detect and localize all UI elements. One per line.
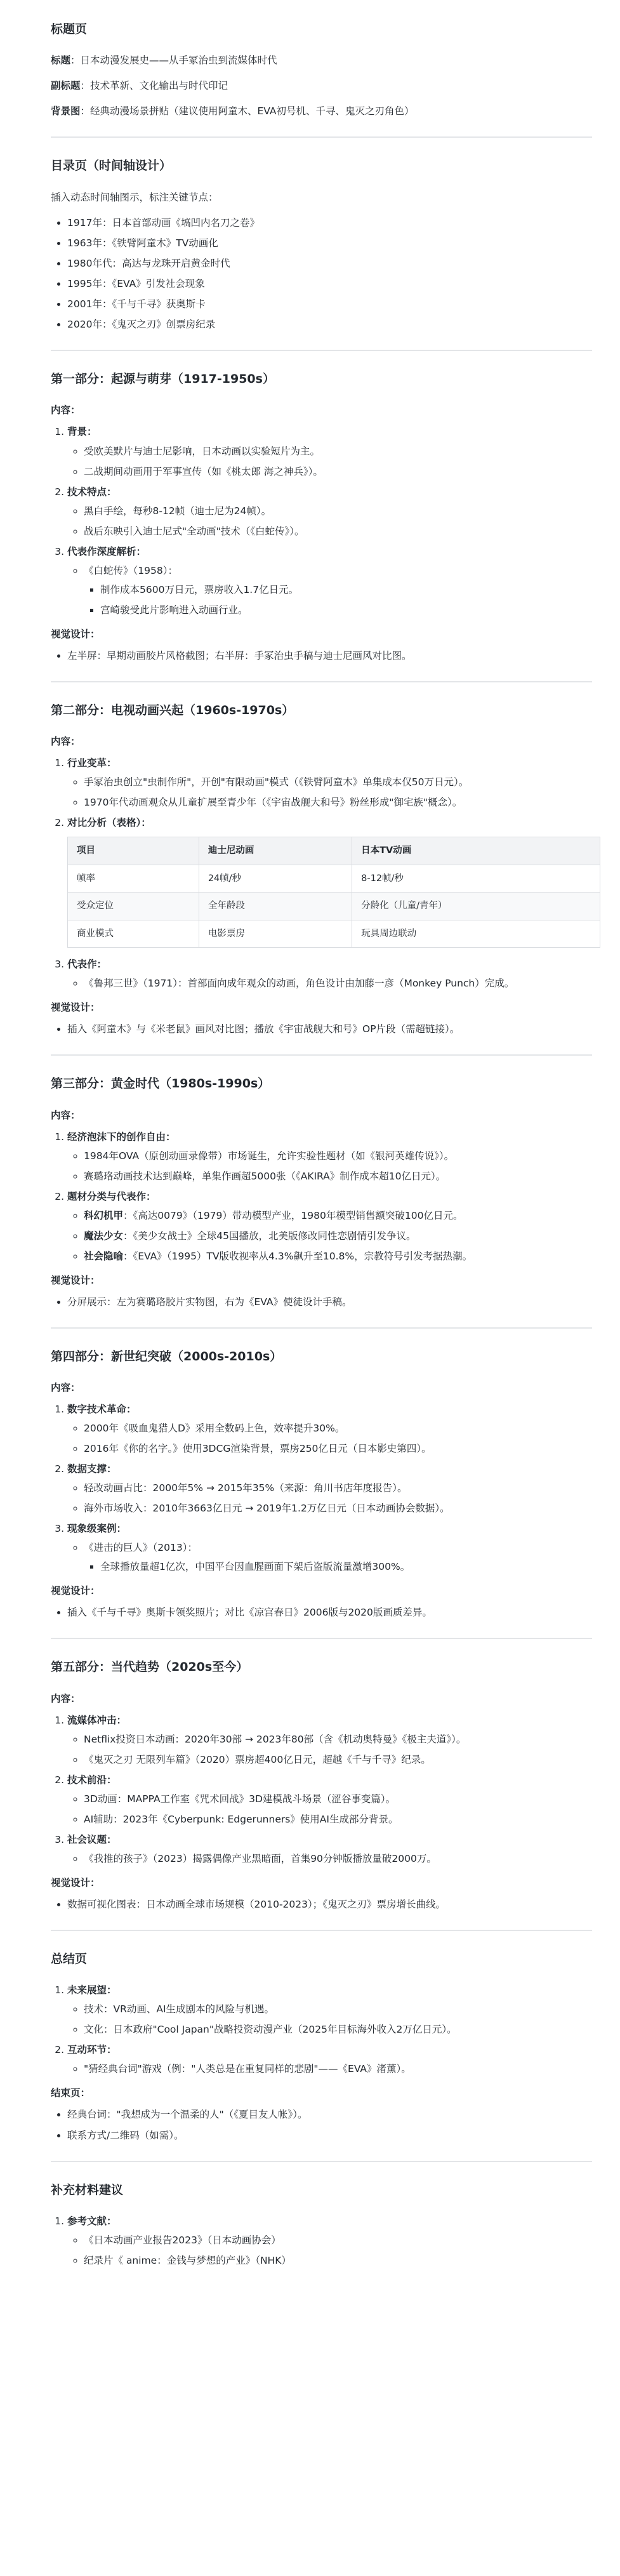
list-item: • 2020年：《鬼灭之刃》创票房纪录 bbox=[67, 317, 592, 332]
list-item: 1. 数字技术革命： ◦ 2000年《吸血鬼猎人D》采用全数码上色，效率提升30%。 ◦ 2016年《你的名字。》使用3DCG渲染背景，票房250亿日元（日本影史第四）。 bbox=[67, 1402, 592, 1456]
list-item: ◦ 受欧美默片与迪士尼影响，日本动画以实验短片为主。 bbox=[84, 444, 592, 459]
part5-list bbox=[51, 1713, 592, 1866]
list-item: ◦ "猜经典台词"游戏（例："人类总是在重复同样的悲剧"——《EVA》渚薰）。 bbox=[84, 2061, 592, 2076]
title-line bbox=[51, 53, 592, 68]
part3-heading: 第三部分：黄金时代（1980s-1990s） bbox=[51, 1077, 270, 1091]
list-item: 1. 未来展望： ◦ 技术：VR动画、AI生成剧本的风险与机遇。 ◦ 文化：日本政府"Cool Japan"战略投资动漫产业（2025年目标海外收入2万亿日元）。 bbox=[67, 1982, 592, 2037]
toc-heading: 目录页（时间轴设计） bbox=[51, 159, 172, 173]
list-item: ◦ 战后东映引入迪士尼式"全动画"技术（《白蛇传》）。 bbox=[84, 524, 592, 539]
list-item: ◦ 《我推的孩子》（2023）揭露偶像产业黑暗面，首集90分钟版播放量破2000万。 bbox=[84, 1851, 592, 1866]
visual-list bbox=[51, 1294, 592, 1310]
list-item: ▪ 宫崎骏受此片影响进入动画行业。 bbox=[100, 602, 592, 618]
list-item: ◦ 《进击的巨人》（2013）： ▪ 全球播放量超1亿次，中国平台因血腥画面下架后盗版流量激增300%。 bbox=[84, 1540, 592, 1574]
title-value: ：日本动漫发展史——从手冢治虫到流媒体时代 bbox=[70, 55, 277, 67]
list-item: ◦ 《日本动画产业报告2023》（日本动画协会） bbox=[84, 2233, 592, 2248]
list-item: ◦ 手冢治虫创立"虫制作所"，开创"有限动画"模式（《铁臂阿童木》单集成本仅50万日元）。 bbox=[84, 774, 592, 790]
part2-list bbox=[51, 755, 592, 991]
references-section bbox=[51, 2181, 592, 2268]
list-item: 2. 对比分析（表格）： 项目 迪士尼动画 日本TV动画 帧率 24帧/秒 8-12帧/秒 受众定位 全年龄段 分龄化（儿童/青年） 商业模式 电影票房 玩具周边联动 bbox=[67, 815, 592, 948]
content-label: 内容： bbox=[51, 404, 81, 416]
title-page-section bbox=[51, 20, 592, 119]
list-item: ◦ 1970年代动画观众从儿童扩展至青少年（《宇宙战舰大和号》粉丝形成"御宅族"概念）。 bbox=[84, 795, 592, 810]
table-cell: 受众定位 bbox=[68, 893, 199, 920]
part2-heading: 第二部分：电视动画兴起（1960s-1970s） bbox=[51, 703, 294, 717]
visual-list bbox=[51, 648, 592, 663]
toc-list bbox=[51, 215, 592, 332]
part5-heading: 第五部分：当代趋势（2020s至今） bbox=[51, 1660, 249, 1675]
list-item: 1. 参考文献： ◦ 《日本动画产业报告2023》（日本动画协会） ◦ 纪录片《 anime：金钱与梦想的产业》（NHK） bbox=[67, 2214, 592, 2268]
list-item: ◦ 《鬼灭之刃 无限列车篇》（2020）票房超400亿日元，超越《千与千寻》纪录。 bbox=[84, 1752, 592, 1767]
list-item: ◦ 《鲁邦三世》（1971）：首部面向成年观众的动画，角色设计由加藤一彦（Monkey Punch）完成。 bbox=[84, 976, 592, 991]
list-item: • 1980年代：高达与龙珠开启黄金时代 bbox=[67, 256, 592, 271]
list-item: 3. 现象级案例： ◦ 《进击的巨人》（2013）： ▪ 全球播放量超1亿次，中国平台因血腥画面下架后盗版流量激增300%。 bbox=[67, 1521, 592, 1574]
list-item: 1. 背景： ◦ 受欧美默片与迪士尼影响，日本动画以实验短片为主。 ◦ 二战期间动画用于军事宣传（如《桃太郎 海之神兵》）。 bbox=[67, 424, 592, 479]
list-item: • 左半屏：早期动画胶片风格截图；右半屏：手冢治虫手稿与迪士尼画风对比图。 bbox=[67, 648, 592, 663]
list-item: • 2001年：《千与千寻》获奥斯卡 bbox=[67, 296, 592, 312]
toc-intro: 插入动态时间轴图示，标注关键节点： bbox=[51, 191, 218, 203]
visual-label: 视觉设计： bbox=[51, 1876, 100, 1889]
references-list bbox=[51, 2214, 592, 2268]
content-label: 内容： bbox=[51, 1692, 81, 1704]
list-item: ◦ 二战期间动画用于军事宣传（如《桃太郎 海之神兵》）。 bbox=[84, 464, 592, 479]
part5-section bbox=[51, 1658, 592, 1912]
list-item: ◦ 3D动画：MAPPA工作室《咒术回战》3D建模战斗场景（涩谷事变篇）。 bbox=[84, 1791, 592, 1807]
list-item: ◦ 1984年OVA（原创动画录像带）市场诞生，允许实验性题材（如《银河英雄传说》）。 bbox=[84, 1148, 592, 1164]
table-cell: 8-12帧/秒 bbox=[352, 865, 600, 892]
divider bbox=[51, 1930, 592, 1931]
table-header: 迪士尼动画 bbox=[199, 837, 352, 865]
table-row bbox=[68, 920, 600, 947]
list-item: ◦ 社会隐喻：《EVA》（1995）TV版收视率从4.3%飙升至10.8%，宗教符号引发考据热潮。 bbox=[84, 1249, 592, 1264]
content-label: 内容： bbox=[51, 1109, 81, 1121]
list-item: • 数据可视化图表：日本动画全球市场规模（2010-2023）；《鬼灭之刃》票房增长曲线。 bbox=[67, 1897, 592, 1912]
visual-label: 视觉设计： bbox=[51, 1585, 100, 1597]
list-item: ◦ 《白蛇传》（1958）： ▪ 制作成本5600万日元，票房收入1.7亿日元。 ▪ 宫崎骏受此片影响进入动画行业。 bbox=[84, 563, 592, 618]
title-label: 标题 bbox=[51, 55, 71, 67]
table-row bbox=[68, 865, 600, 892]
content-label: 内容： bbox=[51, 1382, 81, 1394]
list-item: ◦ 赛璐珞动画技术达到巅峰，单集作画超5000张（《AKIRA》制作成本超10亿日元）。 bbox=[84, 1169, 592, 1184]
list-item: • 1917年：日本首部动画《塙凹内名刀之卷》 bbox=[67, 215, 592, 230]
list-item: 3. 代表作： ◦ 《鲁邦三世》（1971）：首部面向成年观众的动画，角色设计由加藤一彦（Monkey Punch）完成。 bbox=[67, 957, 592, 991]
part4-section bbox=[51, 1348, 592, 1621]
list-item: ◦ 2000年《吸血鬼猎人D》采用全数码上色，效率提升30%。 bbox=[84, 1421, 592, 1436]
table-header: 项目 bbox=[68, 837, 199, 865]
list-item: 2. 互动环节： ◦ "猜经典台词"游戏（例："人类总是在重复同样的悲剧"——《EVA》渚薰）。 bbox=[67, 2042, 592, 2076]
visual-list bbox=[51, 1605, 592, 1620]
divider bbox=[51, 136, 592, 138]
divider bbox=[51, 1638, 592, 1639]
list-item: ◦ Netflix投资日本动画：2020年30部 → 2023年80部（含《机动奥特曼》《极主夫道》）。 bbox=[84, 1732, 592, 1747]
subtitle-line bbox=[51, 78, 592, 93]
part4-heading: 第四部分：新世纪突破（2000s-2010s） bbox=[51, 1349, 282, 1364]
background-label: 背景图 bbox=[51, 105, 81, 117]
part3-list bbox=[51, 1129, 592, 1264]
list-item: • 联系方式/二维码（如需）。 bbox=[67, 2128, 592, 2143]
list-item: 2. 技术特点： ◦ 黑白手绘，每秒8-12帧（迪士尼为24帧）。 ◦ 战后东映引入迪士尼式"全动画"技术（《白蛇传》）。 bbox=[67, 484, 592, 539]
end-list bbox=[51, 2107, 592, 2142]
background-line bbox=[51, 103, 592, 119]
toc-section bbox=[51, 157, 592, 332]
visual-label: 视觉设计： bbox=[51, 1274, 100, 1286]
visual-list bbox=[51, 1021, 592, 1037]
list-item: 1. 行业变革： ◦ 手冢治虫创立"虫制作所"，开创"有限动画"模式（《铁臂阿童木》单集成本仅50万日元）。 ◦ 1970年代动画观众从儿童扩展至青少年（《宇宙战舰大和号》粉丝形成"御宅族"概念）。 bbox=[67, 755, 592, 810]
part3-section bbox=[51, 1075, 592, 1310]
table-header: 日本TV动画 bbox=[352, 837, 600, 865]
list-item: 2. 题材分类与代表作： ◦ 科幻机甲：《高达0079》（1979）带动模型产业，1980年模型销售额突破100亿日元。 ◦ 魔法少女：《美少女战士》全球45国播放，北美版修改同性恋剧情引发争议。 ◦ 社会隐喻：《EVA》（1995）TV版收视率从4.3%飙升至10.8%，宗教符号引发考据热潮。 bbox=[67, 1189, 592, 1264]
list-item: 2. 数据支撑： ◦ 轻改动画占比：2000年5% → 2015年35%（来源：角川书店年度报告）。 ◦ 海外市场收入：2010年3663亿日元 → 2019年1.2万亿日元（日本动画协会数据）。 bbox=[67, 1461, 592, 1516]
list-item: • 插入《阿童木》与《米老鼠》画风对比图；播放《宇宙战舰大和号》OP片段（需超链接）。 bbox=[67, 1021, 592, 1037]
part2-section bbox=[51, 701, 592, 1037]
divider bbox=[51, 1327, 592, 1329]
list-item: • 插入《千与千寻》奥斯卡领奖照片；对比《凉宫春日》2006版与2020版画质差异。 bbox=[67, 1605, 592, 1620]
list-item: 2. 技术前沿： ◦ 3D动画：MAPPA工作室《咒术回战》3D建模战斗场景（涩谷事变篇）。 ◦ AI辅助：2023年《Cyberpunk: Edgerunners》使用AI生成部分背景。 bbox=[67, 1772, 592, 1827]
list-item: ▪ 制作成本5600万日元，票房收入1.7亿日元。 bbox=[100, 582, 592, 597]
comparison-table bbox=[67, 837, 600, 948]
table-cell: 帧率 bbox=[68, 865, 199, 892]
list-item: 3. 代表作深度解析： ◦ 《白蛇传》（1958）： ▪ 制作成本5600万日元，票房收入1.7亿日元。 ▪ 宫崎骏受此片影响进入动画行业。 bbox=[67, 544, 592, 618]
list-item: ◦ 海外市场收入：2010年3663亿日元 → 2019年1.2万亿日元（日本动画协会数据）。 bbox=[84, 1501, 592, 1516]
divider bbox=[51, 681, 592, 682]
list-item: ◦ 黑白手绘，每秒8-12帧（迪士尼为24帧）。 bbox=[84, 503, 592, 519]
list-item: ◦ 2016年《你的名字。》使用3DCG渲染背景，票房250亿日元（日本影史第四）。 bbox=[84, 1441, 592, 1456]
list-item: • 1995年：《EVA》引发社会现象 bbox=[67, 276, 592, 291]
list-item: ◦ 技术：VR动画、AI生成剧本的风险与机遇。 bbox=[84, 2002, 592, 2017]
divider bbox=[51, 350, 592, 351]
list-item: ▪ 全球播放量超1亿次，中国平台因血腥画面下架后盗版流量激增300%。 bbox=[100, 1559, 592, 1574]
list-item: • 分屏展示：左为赛璐珞胶片实物图，右为《EVA》使徒设计手稿。 bbox=[67, 1294, 592, 1310]
list-item: ◦ 科幻机甲：《高达0079》（1979）带动模型产业，1980年模型销售额突破100亿日元。 bbox=[84, 1208, 592, 1223]
table-cell: 电影票房 bbox=[199, 920, 352, 947]
visual-label: 视觉设计： bbox=[51, 1002, 100, 1014]
list-item: ◦ 文化：日本政府"Cool Japan"战略投资动漫产业（2025年目标海外收入2万亿日元）。 bbox=[84, 2022, 592, 2037]
subtitle-label: 副标题 bbox=[51, 80, 81, 92]
summary-list bbox=[51, 1982, 592, 2076]
part4-list bbox=[51, 1402, 592, 1574]
summary-heading: 总结页 bbox=[51, 1951, 88, 1966]
table-cell: 分龄化（儿童/青年） bbox=[352, 893, 600, 920]
divider bbox=[51, 1054, 592, 1056]
list-item: ◦ 纪录片《 anime：金钱与梦想的产业》（NHK） bbox=[84, 2253, 592, 2268]
summary-section bbox=[51, 1950, 592, 2143]
visual-list bbox=[51, 1897, 592, 1912]
table-cell: 商业模式 bbox=[68, 920, 199, 947]
content-label: 内容： bbox=[51, 736, 81, 748]
title-page-heading: 标题页 bbox=[51, 22, 88, 36]
subtitle-value: ：技术革新、文化输出与时代印记 bbox=[80, 80, 228, 92]
divider bbox=[51, 2161, 592, 2162]
table-cell: 玩具周边联动 bbox=[352, 920, 600, 947]
list-item: 3. 社会议题： ◦ 《我推的孩子》（2023）揭露偶像产业黑暗面，首集90分钟版播放量破2000万。 bbox=[67, 1832, 592, 1866]
table-cell: 24帧/秒 bbox=[199, 865, 352, 892]
list-item: • 1963年：《铁臂阿童木》TV动画化 bbox=[67, 236, 592, 251]
list-item: 1. 经济泡沫下的创作自由： ◦ 1984年OVA（原创动画录像带）市场诞生，允许实验性题材（如《银河英雄传说》）。 ◦ 赛璐珞动画技术达到巅峰，单集作画超5000张（《AKIRA》制作成本超10亿日元）。 bbox=[67, 1129, 592, 1184]
list-item: • 经典台词："我想成为一个温柔的人"（《夏目友人帐》）。 bbox=[67, 2107, 592, 2122]
end-page-label: 结束页： bbox=[51, 2087, 91, 2099]
visual-label: 视觉设计： bbox=[51, 628, 100, 640]
table-cell: 全年龄段 bbox=[199, 893, 352, 920]
part1-heading: 第一部分：起源与萌芽（1917-1950s） bbox=[51, 372, 275, 387]
list-item: 1. 流媒体冲击： ◦ Netflix投资日本动画：2020年30部 → 2023年80部（含《机动奥特曼》《极主夫道》）。 ◦ 《鬼灭之刃 无限列车篇》（2020）票房超400亿日元，超越《千与千寻》纪录。 bbox=[67, 1713, 592, 1767]
list-item: ◦ AI辅助：2023年《Cyberpunk: Edgerunners》使用AI生成部分背景。 bbox=[84, 1812, 592, 1827]
table-header-row bbox=[68, 837, 600, 865]
list-item: ◦ 魔法少女：《美少女战士》全球45国播放，北美版修改同性恋剧情引发争议。 bbox=[84, 1228, 592, 1244]
references-heading: 补充材料建议 bbox=[51, 2182, 124, 2197]
table-row bbox=[68, 893, 600, 920]
part1-list bbox=[51, 424, 592, 617]
list-item: ◦ 轻改动画占比：2000年5% → 2015年35%（来源：角川书店年度报告）。 bbox=[84, 1480, 592, 1496]
background-value: ：经典动漫场景拼贴（建议使用阿童木、EVA初号机、千寻、鬼灭之刃角色） bbox=[80, 105, 414, 117]
part1-section bbox=[51, 370, 592, 663]
